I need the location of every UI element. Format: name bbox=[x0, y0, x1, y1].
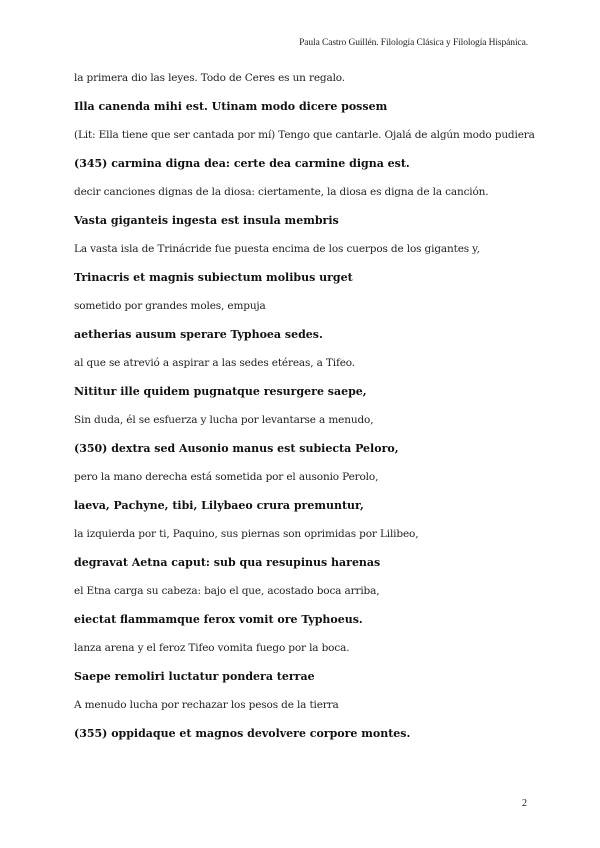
translation-line: el Etna carga su cabeza: bajo el que, acostado boca arriba, bbox=[74, 585, 380, 597]
latin-verse-line: Vasta giganteis ingesta est insula membris bbox=[74, 213, 339, 227]
latin-verse-line: (355) oppidaque et magnos devolvere corpore montes. bbox=[74, 726, 411, 740]
latin-verse-line: laeva, Pachyne, tibi, Lilybaeo crura premuntur, bbox=[74, 498, 364, 512]
translation-line: la izquierda por ti, Paquino, sus piernas son oprimidas por Lilibeo, bbox=[74, 528, 419, 540]
page-number: 2 bbox=[522, 798, 527, 809]
latin-verse-line: Saepe remoliri luctatur pondera terrae bbox=[74, 669, 315, 683]
translation-line: decir canciones dignas de la diosa: ciertamente, la diosa es digna de la canción. bbox=[74, 186, 489, 198]
translation-line: pero la mano derecha está sometida por el ausonio Perolo, bbox=[74, 471, 379, 483]
document-body bbox=[74, 70, 544, 754]
translation-line: (Lit: Ella tiene que ser cantada por mí) Tengo que cantarle. Ojalá de algún modo pudiera bbox=[74, 129, 535, 141]
latin-verse-line: eiectat flammamque ferox vomit ore Typhoeus. bbox=[74, 612, 363, 626]
latin-verse-line: aetherias ausum sperare Typhoea sedes. bbox=[74, 327, 323, 341]
translation-line: al que se atrevió a aspirar a las sedes etéreas, a Tifeo. bbox=[74, 357, 355, 369]
latin-verse-line: Illa canenda mihi est. Utinam modo dicere possem bbox=[74, 99, 388, 113]
latin-verse-line: (350) dextra sed Ausonio manus est subiecta Peloro, bbox=[74, 441, 399, 455]
translation-line: Sin duda, él se esfuerza y lucha por levantarse a menudo, bbox=[74, 414, 374, 426]
translation-line: A menudo lucha por rechazar los pesos de la tierra bbox=[74, 699, 339, 711]
translation-line: lanza arena y el feroz Tifeo vomita fuego por la boca. bbox=[74, 642, 350, 654]
running-header: Paula Castro Guillén. Filología Clásica y Filología Hispánica. bbox=[299, 38, 528, 48]
translation-line: la primera dio las leyes. Todo de Ceres es un regalo. bbox=[74, 72, 345, 84]
latin-verse-line: Nititur ille quidem pugnatque resurgere saepe, bbox=[74, 384, 367, 398]
latin-verse-line: degravat Aetna caput: sub qua resupinus harenas bbox=[74, 555, 381, 569]
latin-verse-line: Trinacris et magnis subiectum molibus urget bbox=[74, 270, 353, 284]
latin-verse-line: (345) carmina digna dea: certe dea carmine digna est. bbox=[74, 156, 410, 170]
translation-line: sometido por grandes moles, empuja bbox=[74, 300, 266, 312]
translation-line: La vasta isla de Trinácride fue puesta encima de los cuerpos de los gigantes y, bbox=[74, 243, 480, 255]
